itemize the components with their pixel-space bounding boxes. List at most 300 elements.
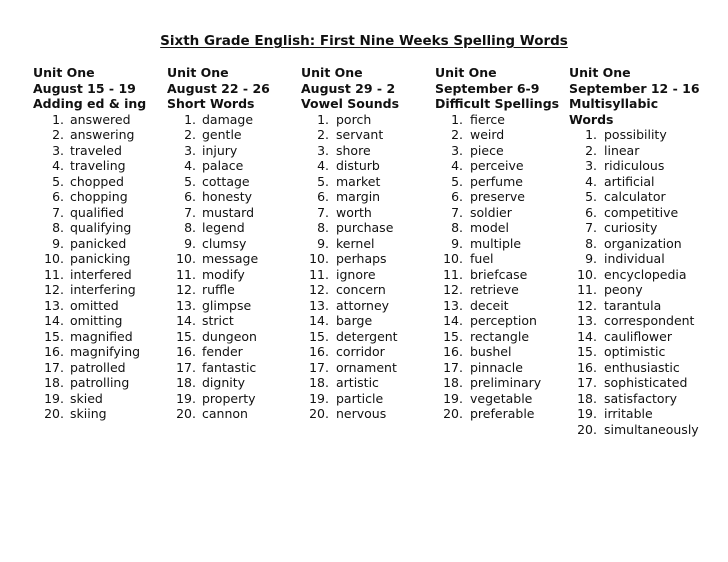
word-number: 8. <box>52 220 64 235</box>
spelling-word: cottage <box>202 173 250 189</box>
spelling-word-item <box>167 236 301 252</box>
word-number: 11. <box>309 266 329 282</box>
spelling-word-item <box>569 298 703 314</box>
spelling-word: detergent <box>336 328 398 344</box>
unit-column-3 <box>301 65 435 422</box>
spelling-word: worth <box>336 204 372 220</box>
spelling-word-item <box>167 112 301 128</box>
spelling-word: calculator <box>604 189 666 204</box>
spelling-word-item <box>167 189 301 205</box>
spelling-word-item <box>301 329 435 345</box>
word-number: 10. <box>577 266 597 282</box>
word-number: 8. <box>317 220 329 235</box>
word-number: 9. <box>52 235 64 251</box>
spelling-word: nervous <box>336 406 387 421</box>
word-number: 3. <box>317 142 329 158</box>
unit-heading-line: Unit One <box>569 65 631 80</box>
spelling-word-item <box>167 282 301 298</box>
spelling-word-list <box>435 112 569 422</box>
word-number: 15. <box>176 328 196 344</box>
spelling-word: curiosity <box>604 220 658 235</box>
spelling-word: disturb <box>336 158 380 173</box>
word-number: 13. <box>309 297 329 313</box>
spelling-word: interfering <box>70 282 136 297</box>
spelling-word-item <box>33 329 167 345</box>
spelling-word: margin <box>336 189 381 204</box>
spelling-word-item <box>301 406 435 422</box>
word-number: 3. <box>184 142 196 158</box>
unit-column-5 <box>569 65 703 437</box>
spelling-word: pinnacle <box>470 359 523 375</box>
word-number: 16. <box>44 344 64 359</box>
word-number: 15. <box>309 328 329 344</box>
spelling-word-item <box>167 391 301 407</box>
spelling-word-item <box>435 375 569 391</box>
word-number: 19. <box>443 390 463 406</box>
spelling-word: ornament <box>336 359 397 375</box>
spelling-word-item <box>33 313 167 329</box>
spelling-word-item <box>167 127 301 143</box>
unit-heading <box>33 65 167 112</box>
spelling-word-item <box>569 158 703 174</box>
spelling-word-item <box>33 143 167 159</box>
spelling-word-item <box>569 220 703 236</box>
word-number: 10. <box>309 251 329 266</box>
spelling-word-item <box>301 251 435 267</box>
word-number: 11. <box>44 266 64 282</box>
word-number: 17. <box>44 359 64 375</box>
word-number: 11. <box>577 282 597 297</box>
unit-column-2 <box>167 65 301 422</box>
word-number: 4. <box>317 158 329 173</box>
spelling-word: patrolling <box>70 375 130 390</box>
word-number: 20. <box>44 406 64 421</box>
spelling-word-item <box>569 313 703 329</box>
spelling-word: deceit <box>470 297 509 313</box>
spelling-word-item <box>33 391 167 407</box>
word-number: 10. <box>176 251 196 266</box>
spelling-word: legend <box>202 220 245 235</box>
spelling-word-item <box>435 174 569 190</box>
word-number: 16. <box>443 344 463 359</box>
spelling-word-item <box>569 344 703 360</box>
spelling-word: clumsy <box>202 235 247 251</box>
spelling-word: honesty <box>202 189 252 204</box>
spelling-word: fierce <box>470 111 505 127</box>
spelling-word: modify <box>202 266 245 282</box>
spelling-word: optimistic <box>604 344 666 359</box>
unit-heading-line: August 29 - 2 <box>301 80 396 96</box>
spelling-word: bushel <box>470 344 512 359</box>
spelling-word-item <box>167 143 301 159</box>
word-number: 12. <box>176 282 196 297</box>
word-number: 9. <box>451 235 463 251</box>
word-number: 2. <box>184 127 196 142</box>
word-number: 5. <box>451 173 463 189</box>
word-number: 6. <box>451 189 463 204</box>
unit-heading-line: Short Words <box>167 96 255 111</box>
spelling-word: ruffle <box>202 282 235 297</box>
word-number: 4. <box>184 158 196 173</box>
spelling-word: market <box>336 173 381 189</box>
word-number: 5. <box>52 173 64 189</box>
spelling-word: ridiculous <box>604 158 665 173</box>
spelling-word: qualifying <box>70 220 132 235</box>
spelling-word-item <box>435 360 569 376</box>
spelling-word: skied <box>70 390 103 406</box>
spelling-word-item <box>435 251 569 267</box>
word-number: 1. <box>317 111 329 127</box>
word-number: 1. <box>52 111 64 127</box>
word-number: 4. <box>52 158 64 173</box>
spelling-word-item <box>435 158 569 174</box>
spelling-word: multiple <box>470 235 522 251</box>
spelling-word-item <box>301 360 435 376</box>
spelling-word: traveled <box>70 142 122 158</box>
spelling-word: piece <box>470 142 504 158</box>
spelling-word-item <box>33 174 167 190</box>
spelling-word-item <box>569 267 703 283</box>
spelling-word: message <box>202 251 259 266</box>
word-number: 7. <box>451 204 463 220</box>
spelling-word: servant <box>336 127 384 142</box>
spelling-word: mustard <box>202 204 255 220</box>
word-number: 16. <box>176 344 196 359</box>
spelling-word: omitting <box>70 313 123 328</box>
spelling-word-item <box>569 251 703 267</box>
spelling-word: attorney <box>336 297 390 313</box>
spelling-word-item <box>33 282 167 298</box>
spelling-word: sophisticated <box>604 375 688 390</box>
word-number: 17. <box>176 359 196 375</box>
spelling-word: individual <box>604 251 665 266</box>
spelling-word-item <box>33 298 167 314</box>
spelling-word: dungeon <box>202 328 257 344</box>
word-number: 19. <box>309 390 329 406</box>
word-number: 3. <box>585 158 597 173</box>
spelling-word: interfered <box>70 266 132 282</box>
spelling-word-item <box>569 205 703 221</box>
spelling-word-item <box>33 112 167 128</box>
unit-heading-line: Unit One <box>301 65 363 80</box>
word-number: 5. <box>317 173 329 189</box>
spelling-word-item <box>167 344 301 360</box>
spelling-word-item <box>569 422 703 438</box>
spelling-word: glimpse <box>202 297 252 313</box>
spelling-word-item <box>167 220 301 236</box>
spelling-word: magnified <box>70 328 133 344</box>
spelling-word: porch <box>336 111 372 127</box>
word-number: 9. <box>184 235 196 251</box>
spelling-word: briefcase <box>470 266 528 282</box>
word-number: 20. <box>577 421 597 437</box>
word-number: 18. <box>577 390 597 406</box>
spelling-word-item <box>167 329 301 345</box>
spelling-word: irritable <box>604 406 653 421</box>
spelling-word: perhaps <box>336 251 387 266</box>
spelling-word: corridor <box>336 344 385 359</box>
word-number: 6. <box>585 204 597 220</box>
spelling-word: answering <box>70 127 135 142</box>
word-number: 3. <box>52 142 64 158</box>
unit-heading-line: August 22 - 26 <box>167 80 270 96</box>
spelling-word-item <box>167 406 301 422</box>
spelling-word-item <box>435 112 569 128</box>
spelling-word: chopped <box>70 173 124 189</box>
spelling-word: dignity <box>202 375 246 390</box>
spelling-word-item <box>33 251 167 267</box>
spelling-word: peony <box>604 282 643 297</box>
word-number: 13. <box>176 297 196 313</box>
word-number: 3. <box>451 142 463 158</box>
spelling-word-item <box>167 251 301 267</box>
word-number: 14. <box>309 313 329 328</box>
word-number: 5. <box>585 189 597 204</box>
spelling-word-item <box>301 174 435 190</box>
spelling-word: satisfactory <box>604 390 678 406</box>
spelling-word-item <box>301 375 435 391</box>
word-number: 9. <box>317 235 329 251</box>
word-number: 14. <box>443 313 463 328</box>
spelling-word-item <box>301 391 435 407</box>
unit-heading-line: September 12 - 16 <box>569 80 700 96</box>
spelling-word-item <box>301 143 435 159</box>
spelling-word: kernel <box>336 235 375 251</box>
spelling-word-item <box>435 236 569 252</box>
spelling-word-item <box>301 127 435 143</box>
spelling-word: traveling <box>70 158 126 173</box>
spelling-word-item <box>569 282 703 298</box>
spelling-word-item <box>569 189 703 205</box>
spelling-word-item <box>33 360 167 376</box>
word-number: 18. <box>44 375 64 390</box>
word-number: 18. <box>309 375 329 390</box>
spelling-word: artificial <box>604 173 655 189</box>
word-number: 7. <box>184 204 196 220</box>
word-number: 7. <box>317 204 329 220</box>
spelling-word-item <box>569 329 703 345</box>
spelling-word-item <box>301 158 435 174</box>
spelling-word-item <box>301 112 435 128</box>
word-number: 15. <box>443 328 463 344</box>
word-number: 11. <box>443 266 463 282</box>
word-number: 5. <box>184 173 196 189</box>
word-number: 6. <box>317 189 329 204</box>
unit-heading <box>435 65 569 112</box>
spelling-word-item <box>167 360 301 376</box>
spelling-word: fuel <box>470 251 494 266</box>
word-number: 14. <box>176 313 196 328</box>
spelling-word: strict <box>202 313 234 328</box>
spelling-word: barge <box>336 313 373 328</box>
spelling-word-item <box>435 282 569 298</box>
spelling-word: possibility <box>604 127 667 142</box>
spelling-word: magnifying <box>70 344 141 359</box>
word-number: 18. <box>443 375 463 390</box>
spelling-word: injury <box>202 142 238 158</box>
spelling-word-item <box>569 360 703 376</box>
word-number: 19. <box>577 406 597 421</box>
spelling-word-item <box>435 189 569 205</box>
spelling-word: encyclopedia <box>604 266 687 282</box>
word-number: 14. <box>577 328 597 344</box>
spelling-word: cannon <box>202 406 248 421</box>
word-number: 9. <box>585 251 597 266</box>
spelling-word: rectangle <box>470 328 530 344</box>
word-number: 16. <box>309 344 329 359</box>
unit-heading-line: Unit One <box>167 65 229 80</box>
spelling-word: cauliflower <box>604 328 672 344</box>
spelling-word-item <box>301 344 435 360</box>
unit-heading-line: Adding ed & ing <box>33 96 147 111</box>
spelling-word: linear <box>604 142 640 158</box>
spelling-word-item <box>167 205 301 221</box>
word-number: 2. <box>451 127 463 142</box>
spelling-word: chopping <box>70 189 128 204</box>
spelling-word: purchase <box>336 220 394 235</box>
spelling-word: preferable <box>470 406 535 421</box>
spelling-word: preserve <box>470 189 525 204</box>
spelling-word-item <box>167 375 301 391</box>
spelling-word-item <box>435 344 569 360</box>
spelling-word-item <box>435 143 569 159</box>
word-number: 10. <box>443 251 463 266</box>
word-number: 12. <box>44 282 64 297</box>
spelling-word: tarantula <box>604 297 662 313</box>
spelling-word: perfume <box>470 173 523 189</box>
spelling-word: fantastic <box>202 359 257 375</box>
word-number: 1. <box>451 111 463 127</box>
word-number: 17. <box>309 359 329 375</box>
word-number: 4. <box>585 173 597 189</box>
word-number: 15. <box>44 328 64 344</box>
spelling-word: property <box>202 390 256 406</box>
spelling-word: answered <box>70 111 131 127</box>
spelling-word-item <box>435 220 569 236</box>
word-number: 15. <box>577 344 597 359</box>
unit-heading-line: Unit One <box>435 65 497 80</box>
unit-heading <box>301 65 435 112</box>
spelling-word-item <box>167 313 301 329</box>
spelling-word-item <box>301 282 435 298</box>
word-number: 4. <box>451 158 463 173</box>
spelling-word: patrolled <box>70 359 126 375</box>
unit-heading-line: Vowel Sounds <box>301 96 400 111</box>
spelling-word: artistic <box>336 375 379 390</box>
spelling-word: fender <box>202 344 243 359</box>
spelling-word: weird <box>470 127 505 142</box>
spelling-word-item <box>167 298 301 314</box>
word-number: 12. <box>309 282 329 297</box>
unit-heading-line: August 15 - 19 <box>33 80 136 96</box>
spelling-word: omitted <box>70 297 119 313</box>
word-number: 7. <box>585 220 597 235</box>
spelling-word-item <box>569 236 703 252</box>
spelling-word-item <box>301 267 435 283</box>
spelling-word: qualified <box>70 204 124 220</box>
word-number: 13. <box>577 313 597 328</box>
spelling-word-list <box>167 112 301 422</box>
spelling-word-item <box>569 127 703 143</box>
spelling-word-item <box>301 236 435 252</box>
word-number: 16. <box>577 359 597 375</box>
spelling-word: perception <box>470 313 537 328</box>
page-title <box>0 33 728 49</box>
word-number: 1. <box>184 111 196 127</box>
unit-heading <box>569 65 703 127</box>
spelling-word: panicked <box>70 235 127 251</box>
spelling-word: organization <box>604 235 682 251</box>
spelling-word: model <box>470 220 509 235</box>
spelling-word-item <box>435 205 569 221</box>
unit-heading-line: Unit One <box>33 65 95 80</box>
word-number: 19. <box>176 390 196 406</box>
spelling-word: concern <box>336 282 386 297</box>
word-number: 2. <box>52 127 64 142</box>
spelling-word-item <box>301 313 435 329</box>
spelling-word-item <box>33 220 167 236</box>
word-number: 17. <box>443 359 463 375</box>
spelling-word: palace <box>202 158 244 173</box>
spelling-word-item <box>569 375 703 391</box>
word-number: 7. <box>52 204 64 220</box>
spelling-word: shore <box>336 142 371 158</box>
spelling-word-item <box>569 143 703 159</box>
spelling-word-item <box>301 298 435 314</box>
spelling-word-item <box>435 127 569 143</box>
word-number: 10. <box>44 251 64 266</box>
spelling-word-item <box>167 158 301 174</box>
spelling-word-item <box>167 174 301 190</box>
unit-heading-line: September 6-9 <box>435 80 540 96</box>
spelling-word-item <box>435 298 569 314</box>
spelling-word-item <box>33 406 167 422</box>
spelling-word-item <box>569 174 703 190</box>
spelling-word-item <box>33 158 167 174</box>
word-number: 17. <box>577 375 597 390</box>
word-number: 6. <box>52 189 64 204</box>
spelling-word-item <box>435 313 569 329</box>
spelling-word: damage <box>202 111 254 127</box>
word-number: 2. <box>585 142 597 158</box>
spelling-word-item <box>435 329 569 345</box>
spelling-word-item <box>569 406 703 422</box>
spelling-word-item <box>33 267 167 283</box>
word-number: 6. <box>184 189 196 204</box>
spelling-word: perceive <box>470 158 524 173</box>
spelling-word-list <box>301 112 435 422</box>
word-number: 8. <box>585 235 597 251</box>
spelling-word: vegetable <box>470 390 533 406</box>
word-number: 19. <box>44 390 64 406</box>
word-number: 1. <box>585 127 597 142</box>
spelling-word-item <box>33 205 167 221</box>
spelling-word: competitive <box>604 204 679 220</box>
spelling-word-item <box>435 267 569 283</box>
spelling-word-item <box>33 236 167 252</box>
unit-column-4 <box>435 65 569 422</box>
spelling-word: particle <box>336 390 384 406</box>
spelling-word: soldier <box>470 204 512 220</box>
spelling-word: correspondent <box>604 313 695 328</box>
spelling-word-item <box>435 391 569 407</box>
word-number: 12. <box>577 297 597 313</box>
word-number: 14. <box>44 313 64 328</box>
word-number: 20. <box>309 406 329 421</box>
word-number: 12. <box>443 282 463 297</box>
spelling-word: ignore <box>336 266 376 282</box>
spelling-word-item <box>301 205 435 221</box>
